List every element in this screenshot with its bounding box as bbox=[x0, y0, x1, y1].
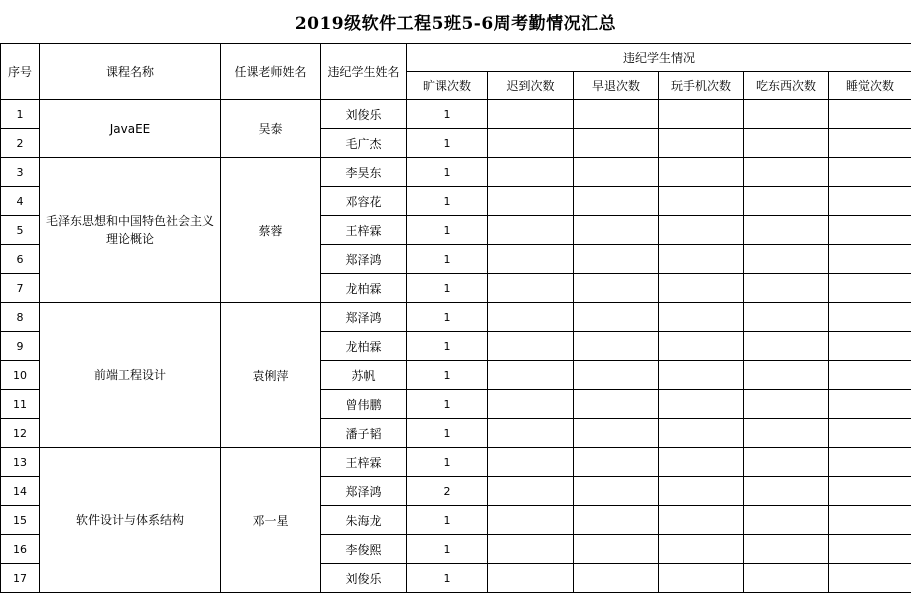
count-absent: 1 bbox=[407, 216, 488, 245]
student-name: 刘俊乐 bbox=[321, 564, 407, 593]
count-phone bbox=[659, 274, 744, 303]
count-absent: 1 bbox=[407, 274, 488, 303]
row-number: 10 bbox=[1, 361, 40, 390]
header-sleep: 睡觉次数 bbox=[829, 72, 911, 100]
student-name: 李昊东 bbox=[321, 158, 407, 187]
count-eat bbox=[744, 303, 829, 332]
count-eat bbox=[744, 100, 829, 129]
count-sleep bbox=[829, 506, 911, 535]
count-phone bbox=[659, 419, 744, 448]
count-absent: 1 bbox=[407, 564, 488, 593]
count-sleep bbox=[829, 361, 911, 390]
count-early bbox=[574, 100, 659, 129]
count-absent: 1 bbox=[407, 535, 488, 564]
count-late bbox=[488, 332, 574, 361]
header-eat: 吃东西次数 bbox=[744, 72, 829, 100]
count-sleep bbox=[829, 158, 911, 187]
row-number: 12 bbox=[1, 419, 40, 448]
student-name: 邓容花 bbox=[321, 187, 407, 216]
student-name: 朱海龙 bbox=[321, 506, 407, 535]
row-number: 8 bbox=[1, 303, 40, 332]
teacher-name: 邓一星 bbox=[221, 448, 321, 593]
row-number: 3 bbox=[1, 158, 40, 187]
count-early bbox=[574, 506, 659, 535]
count-absent: 1 bbox=[407, 158, 488, 187]
count-absent: 1 bbox=[407, 129, 488, 158]
row-number: 7 bbox=[1, 274, 40, 303]
table-row bbox=[1, 100, 911, 129]
count-late bbox=[488, 361, 574, 390]
count-early bbox=[574, 390, 659, 419]
header-course: 课程名称 bbox=[40, 44, 221, 100]
count-eat bbox=[744, 332, 829, 361]
table-row bbox=[1, 158, 911, 187]
count-absent: 1 bbox=[407, 361, 488, 390]
count-late bbox=[488, 390, 574, 419]
student-name: 郑泽鸿 bbox=[321, 477, 407, 506]
row-number: 16 bbox=[1, 535, 40, 564]
teacher-name: 蔡蓉 bbox=[221, 158, 321, 303]
student-name: 王梓霖 bbox=[321, 448, 407, 477]
count-phone bbox=[659, 564, 744, 593]
count-sleep bbox=[829, 216, 911, 245]
count-early bbox=[574, 419, 659, 448]
count-eat bbox=[744, 564, 829, 593]
row-number: 11 bbox=[1, 390, 40, 419]
count-late bbox=[488, 448, 574, 477]
student-name: 苏帆 bbox=[321, 361, 407, 390]
course-name: 前端工程设计 bbox=[40, 303, 221, 448]
row-number: 2 bbox=[1, 129, 40, 158]
count-eat bbox=[744, 419, 829, 448]
count-early bbox=[574, 129, 659, 158]
table-row bbox=[1, 303, 911, 332]
sheet-title: 2019级软件工程5班5-6周考勤情况汇总 bbox=[294, 14, 617, 34]
count-early bbox=[574, 477, 659, 506]
row-number: 5 bbox=[1, 216, 40, 245]
count-late bbox=[488, 245, 574, 274]
count-absent: 2 bbox=[407, 477, 488, 506]
count-early bbox=[574, 564, 659, 593]
header-late: 迟到次数 bbox=[488, 72, 574, 100]
header-student: 违纪学生姓名 bbox=[321, 44, 407, 100]
count-late bbox=[488, 303, 574, 332]
count-eat bbox=[744, 477, 829, 506]
count-absent: 1 bbox=[407, 506, 488, 535]
header-no: 序号 bbox=[1, 44, 40, 100]
count-early bbox=[574, 535, 659, 564]
count-sleep bbox=[829, 274, 911, 303]
header-row-1 bbox=[1, 44, 911, 72]
course-name: 毛泽东思想和中国特色社会主义理论概论 bbox=[40, 158, 221, 303]
count-early bbox=[574, 187, 659, 216]
student-name: 潘子韬 bbox=[321, 419, 407, 448]
count-late bbox=[488, 187, 574, 216]
count-eat bbox=[744, 245, 829, 274]
count-sleep bbox=[829, 535, 911, 564]
count-late bbox=[488, 535, 574, 564]
count-eat bbox=[744, 129, 829, 158]
count-phone bbox=[659, 506, 744, 535]
count-eat bbox=[744, 274, 829, 303]
count-phone bbox=[659, 448, 744, 477]
count-phone bbox=[659, 390, 744, 419]
count-early bbox=[574, 303, 659, 332]
count-absent: 1 bbox=[407, 245, 488, 274]
count-early bbox=[574, 245, 659, 274]
count-late bbox=[488, 100, 574, 129]
count-late bbox=[488, 274, 574, 303]
count-eat bbox=[744, 390, 829, 419]
teacher-name: 吴泰 bbox=[221, 100, 321, 158]
count-absent: 1 bbox=[407, 332, 488, 361]
count-sleep bbox=[829, 100, 911, 129]
count-eat bbox=[744, 448, 829, 477]
count-phone bbox=[659, 535, 744, 564]
count-sleep bbox=[829, 245, 911, 274]
count-early bbox=[574, 216, 659, 245]
course-name: JavaEE bbox=[40, 100, 221, 158]
header-phone: 玩手机次数 bbox=[659, 72, 744, 100]
header-teacher: 任课老师姓名 bbox=[221, 44, 321, 100]
student-name: 郑泽鸿 bbox=[321, 245, 407, 274]
student-name: 郑泽鸿 bbox=[321, 303, 407, 332]
count-sleep bbox=[829, 303, 911, 332]
count-phone bbox=[659, 187, 744, 216]
student-name: 李俊熙 bbox=[321, 535, 407, 564]
student-name: 龙柏霖 bbox=[321, 274, 407, 303]
row-number: 1 bbox=[1, 100, 40, 129]
count-late bbox=[488, 216, 574, 245]
count-phone bbox=[659, 361, 744, 390]
count-eat bbox=[744, 506, 829, 535]
count-late bbox=[488, 419, 574, 448]
row-number: 9 bbox=[1, 332, 40, 361]
count-late bbox=[488, 158, 574, 187]
row-number: 15 bbox=[1, 506, 40, 535]
count-sleep bbox=[829, 187, 911, 216]
count-late bbox=[488, 129, 574, 158]
count-sleep bbox=[829, 332, 911, 361]
student-name: 曾伟鹏 bbox=[321, 390, 407, 419]
count-sleep bbox=[829, 390, 911, 419]
row-number: 4 bbox=[1, 187, 40, 216]
count-absent: 1 bbox=[407, 448, 488, 477]
row-number: 17 bbox=[1, 564, 40, 593]
count-early bbox=[574, 361, 659, 390]
count-absent: 1 bbox=[407, 100, 488, 129]
student-name: 刘俊乐 bbox=[321, 100, 407, 129]
count-sleep bbox=[829, 448, 911, 477]
header-situation: 违纪学生情况 bbox=[407, 44, 911, 72]
row-number: 13 bbox=[1, 448, 40, 477]
count-eat bbox=[744, 158, 829, 187]
student-name: 毛广杰 bbox=[321, 129, 407, 158]
teacher-name: 袁俐萍 bbox=[221, 303, 321, 448]
count-absent: 1 bbox=[407, 390, 488, 419]
count-sleep bbox=[829, 129, 911, 158]
course-name: 软件设计与体系结构 bbox=[40, 448, 221, 593]
count-late bbox=[488, 564, 574, 593]
count-early bbox=[574, 332, 659, 361]
table-row bbox=[1, 448, 911, 477]
student-name: 王梓霖 bbox=[321, 216, 407, 245]
count-phone bbox=[659, 477, 744, 506]
count-early bbox=[574, 158, 659, 187]
header-early: 早退次数 bbox=[574, 72, 659, 100]
row-number: 6 bbox=[1, 245, 40, 274]
count-phone bbox=[659, 245, 744, 274]
count-late bbox=[488, 477, 574, 506]
count-sleep bbox=[829, 477, 911, 506]
count-phone bbox=[659, 216, 744, 245]
count-phone bbox=[659, 158, 744, 187]
count-early bbox=[574, 274, 659, 303]
attendance-table bbox=[0, 43, 911, 593]
count-eat bbox=[744, 187, 829, 216]
count-early bbox=[574, 448, 659, 477]
count-phone bbox=[659, 303, 744, 332]
count-absent: 1 bbox=[407, 419, 488, 448]
count-absent: 1 bbox=[407, 187, 488, 216]
count-phone bbox=[659, 100, 744, 129]
count-eat bbox=[744, 216, 829, 245]
count-phone bbox=[659, 129, 744, 158]
count-sleep bbox=[829, 419, 911, 448]
count-phone bbox=[659, 332, 744, 361]
row-number: 14 bbox=[1, 477, 40, 506]
count-sleep bbox=[829, 564, 911, 593]
count-absent: 1 bbox=[407, 303, 488, 332]
header-absent: 旷课次数 bbox=[407, 72, 488, 100]
count-eat bbox=[744, 361, 829, 390]
count-late bbox=[488, 506, 574, 535]
count-eat bbox=[744, 535, 829, 564]
student-name: 龙柏霖 bbox=[321, 332, 407, 361]
